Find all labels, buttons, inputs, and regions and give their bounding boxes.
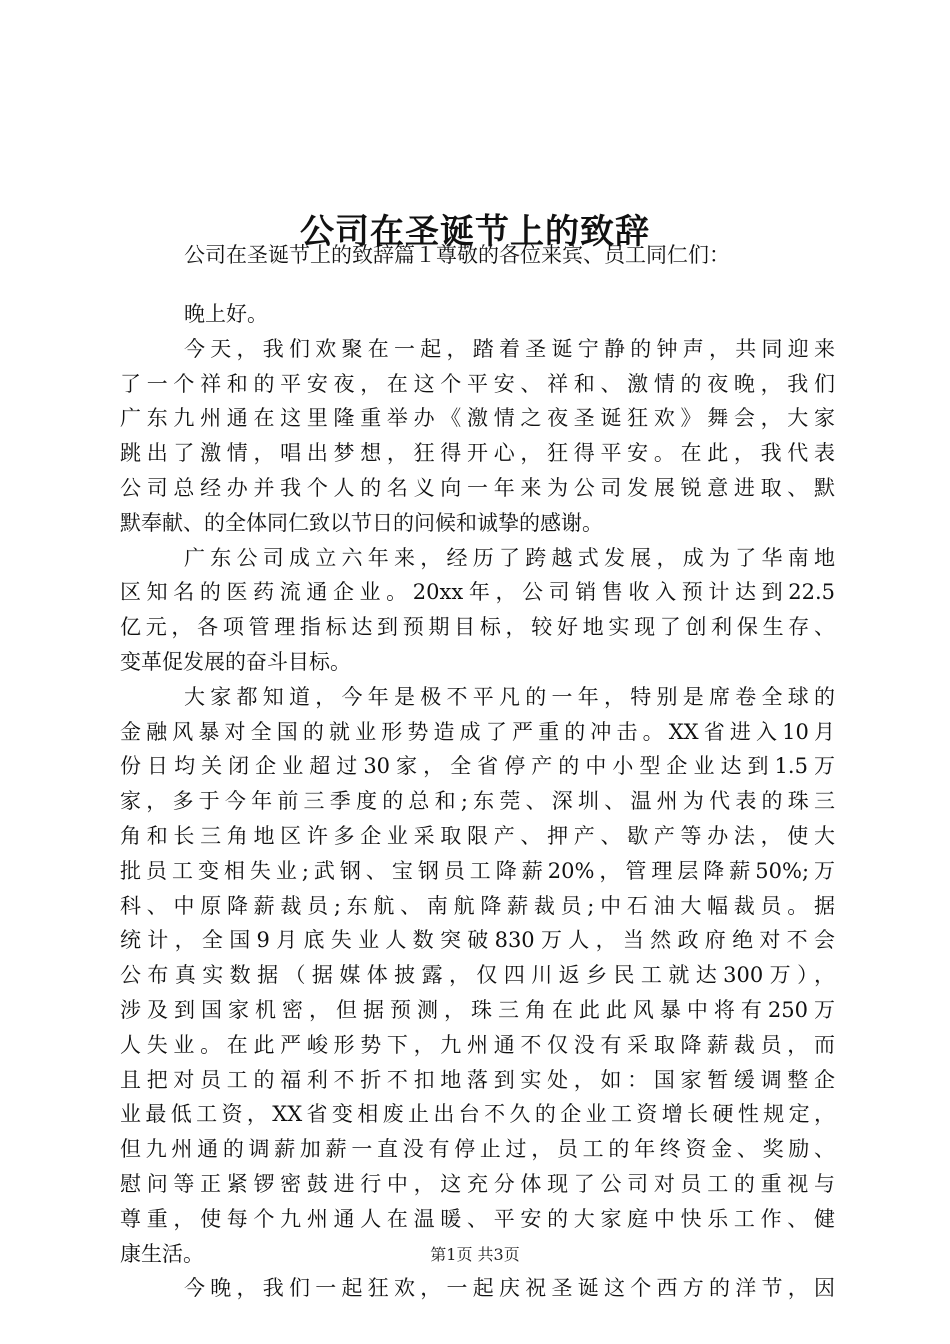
text-line: 变革促发展的奋斗目标。 bbox=[120, 649, 351, 674]
text-line: 公布真实数据（据媒体披露，仅四川返乡民工就达300万）， bbox=[120, 963, 835, 988]
text-line: 但九州通的调薪加薪一直没有停止过，员工的年终资金、奖励、 bbox=[120, 1137, 835, 1162]
text-line: 今晚，我们一起狂欢，一起庆祝圣诞这个西方的洋节，因 bbox=[184, 1276, 835, 1301]
text-line: 大家都知道，今年是极不平凡的一年，特别是席卷全球的 bbox=[184, 684, 835, 709]
text-line: 涉及到国家机密，但据预测，珠三角在此此风暴中将有250万 bbox=[120, 997, 835, 1022]
text-line: 家，多于今年前三季度的总和;东莞、深圳、温州为代表的珠三 bbox=[120, 789, 835, 814]
text-line: 广东公司成立六年来，经历了跨越式发展，成为了华南地 bbox=[184, 545, 835, 570]
text-line: 默奉献、的全体同仁致以节日的问候和诚挚的感谢。 bbox=[120, 510, 603, 535]
text-line: 慰问等正紧锣密鼓进行中，这充分体现了公司对员工的重视与 bbox=[120, 1171, 835, 1196]
page-footer: 第1页 共3页 bbox=[430, 1245, 520, 1264]
text-line: 科、中原降薪裁员;东航、南航降薪裁员;中石油大幅裁员。据 bbox=[120, 893, 835, 918]
text-line: 统计，全国9月底失业人数突破830万人，当然政府绝对不会 bbox=[120, 928, 835, 953]
text-line: 尊重，使每个九州通人在温暖、平安的大家庭中快乐工作、健 bbox=[120, 1206, 835, 1231]
text-line: 金融风暴对全国的就业形势造成了严重的冲击。XX省进入10月 bbox=[120, 719, 835, 744]
text-line: 晚上好。 bbox=[184, 302, 268, 326]
text-line: 份日均关闭企业超过30家，全省停产的中小型企业达到1.5万 bbox=[120, 754, 835, 779]
text-line: 广东九州通在这里隆重举办《激情之夜圣诞狂欢》舞会，大家 bbox=[120, 406, 835, 431]
text-line: 了一个祥和的平安夜，在这个平安、祥和、激情的夜晚，我们 bbox=[120, 371, 835, 396]
page-title: 公司在圣诞节上的致辞 bbox=[300, 211, 650, 252]
text-line: 康生活。 bbox=[120, 1241, 204, 1266]
text-line: 批员工变相失业;武钢、宝钢员工降薪20%，管理层降薪50%;万 bbox=[120, 858, 835, 883]
text-line: 人失业。在此严峻形势下，九州通不仅没有采取降薪裁员，而 bbox=[120, 1032, 835, 1057]
text-line: 亿元，各项管理指标达到预期目标，较好地实现了创利保生存、 bbox=[120, 615, 835, 640]
text-line: 跳出了激情，唱出梦想，狂得开心，狂得平安。在此，我代表 bbox=[120, 441, 835, 466]
intro-line: 公司在圣诞节上的致辞篇１尊敬的各位来宾、员工同仁们： bbox=[184, 243, 730, 267]
text-line: 区知名的医药流通企业。20xx年，公司销售收入预计达到22.5 bbox=[120, 580, 835, 605]
text-line: 今天，我们欢聚在一起，踏着圣诞宁静的钟声，共同迎来 bbox=[184, 336, 835, 361]
text-line: 角和长三角地区许多企业采取限产、押产、歇产等办法，使大 bbox=[120, 823, 835, 848]
document-body bbox=[120, 297, 835, 1306]
text-line: 业最低工资，XX省变相废止出台不久的企业工资增长硬性规定， bbox=[120, 1102, 835, 1127]
text-line: 且把对员工的福利不折不扣地落到实处，如：国家暂缓调整企 bbox=[120, 1067, 835, 1092]
text-line: 公司总经办并我个人的名义向一年来为公司发展锐意进取、默 bbox=[120, 475, 835, 500]
